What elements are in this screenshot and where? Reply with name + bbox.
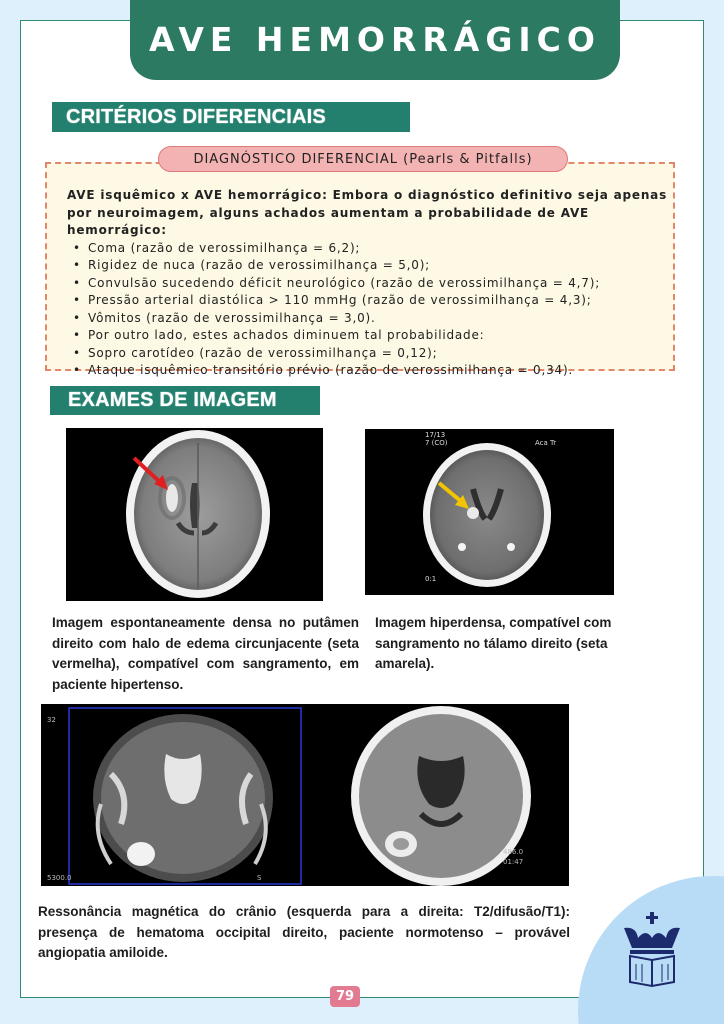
section-heading-exames: EXAMES DE IMAGEM: [50, 386, 320, 415]
list-item: • Rigidez de nuca (razão de verossimilhança = 5,0);: [67, 257, 667, 275]
differential-list: [67, 240, 667, 380]
caption-ct-thalamus: Imagem hiperdensa, compatível com sangramento no tálamo direito (seta amarela).: [375, 615, 612, 671]
caption-ct-putamen: Imagem espontaneamente densa no putâmen direito com halo de edema circunjacente (seta vermelha), compatível com sangramento, em paciente hipertenso.: [52, 615, 359, 692]
mri-overlay-text: 5300.0: [47, 874, 72, 882]
mri-overlay-text: 486.0: [503, 848, 524, 856]
caption-mri: Ressonância magnética do crânio (esquerda para a direita: T2/difusão/T1): presença de hematoma occipital direito, paciente normotenso – provável angiopatia amiloide.: [38, 904, 570, 960]
differential-pill: DIAGNÓSTICO DIFERENCIAL (Pearls & Pitfalls): [158, 146, 568, 172]
list-item: • Sopro carotídeo (razão de verossimilhança = 0,12);: [67, 345, 667, 363]
differential-intro: AVE isquêmico x AVE hemorrágico: Embora o diagnóstico definitivo seja apenas por neuroimagem, alguns achados aumentam a probabilidade de AVE hemorrágico:: [67, 188, 668, 237]
mri-overlay-text: 01:47: [503, 858, 524, 866]
differential-content: [67, 187, 667, 380]
list-item: • Pressão arterial diastólica > 110 mmHg (razão de verossimilhança = 4,3);: [67, 292, 667, 310]
mri-image-pair: [41, 704, 569, 886]
list-item: • Por outro lado, estes achados diminuem tal probabilidade:: [67, 327, 667, 345]
page-number: 79: [330, 986, 360, 1007]
ct-overlay-text: 0:1: [425, 575, 437, 583]
list-item: • Convulsão sucedendo déficit neurológico (razão de verossimilhança = 4,7);: [67, 275, 667, 293]
page-title: AVE HEMORRÁGICO: [149, 19, 601, 59]
list-item: • Ataque isquêmico transitório prévio (razão de verossimilhança = 0,34).: [67, 362, 667, 380]
list-item: • Coma (razão de verossimilhança = 6,2);: [67, 240, 667, 258]
title-tab: [130, 0, 620, 80]
list-item: • Vômitos (razão de verossimilhança = 3,0).: [67, 310, 667, 328]
section-heading-criterios: CRITÉRIOS DIFERENCIAIS: [52, 102, 410, 132]
ct-image-thalamus: [365, 429, 614, 595]
ct-image-putamen: [66, 428, 323, 601]
mri-overlay-text: 32: [47, 716, 56, 724]
mri-overlay-text: S: [257, 874, 262, 882]
ct-overlay-text: Aca Tr: [535, 439, 557, 447]
ct-overlay-text: 17/13: [425, 431, 446, 439]
crown-book-logo-icon: [616, 912, 688, 990]
ct-overlay-text: 7 (CO): [425, 439, 448, 447]
